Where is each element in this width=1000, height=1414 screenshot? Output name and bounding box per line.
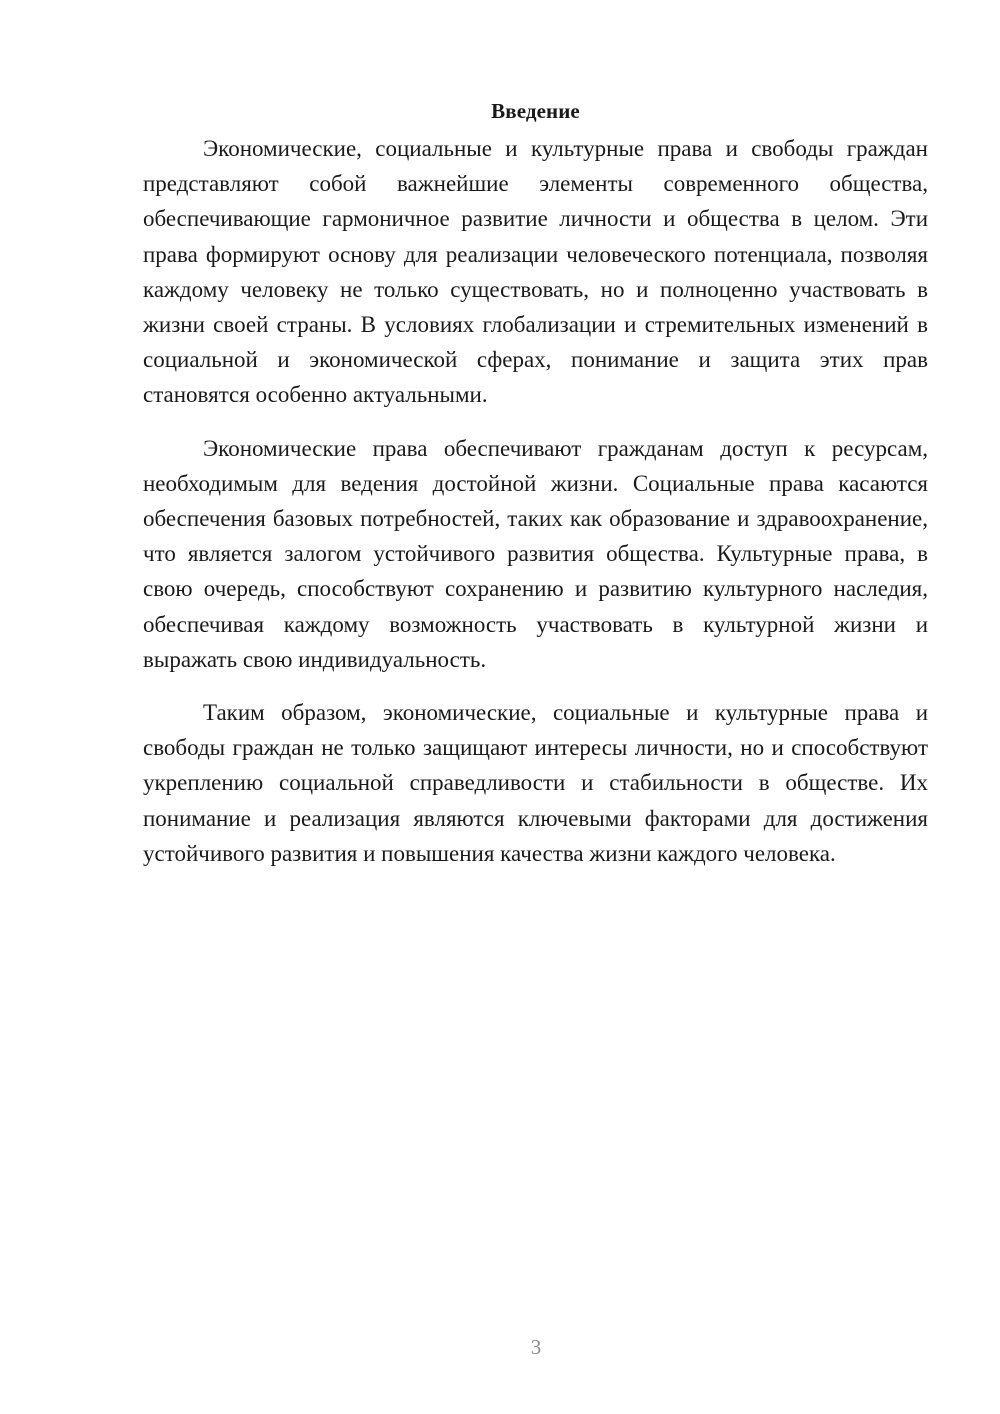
paragraph-conclusion: Таким образом, экономические, социальные и культурные права и свободы граждан не только защищают интересы личности, но и способствуют укреплению социальной справедливости и стабильности в обществе. Их понимание и реализация являются ключевыми факторами для достижения устойчивого развития и повышения качества жизни каждого человека. bbox=[143, 700, 928, 866]
paragraph-intro: Экономические, социальные и культурные права и свободы граждан представляют собой важнейшие элементы современного общества, обеспечивающие гармоничное развитие личности и общества в целом. Эти права формируют основу для реализации человеческого потенциала, позволяя каждому человеку не только существовать, но и полноценно участвовать в жизни своей страны. В условиях глобализации и стремительных изменений в социальной и экономической сферах, понимание и защита этих прав становятся особенно актуальными. bbox=[143, 136, 928, 408]
paragraph-rights-overview: Экономические права обеспечивают гражданам доступ к ресурсам, необходимым для ведения достойной жизни. Социальные права касаются обеспечения базовых потребностей, таких как образование и здравоохранение, что является залогом устойчивого развития общества. Культурные права, в свою очередь, способствуют сохранению и развитию культурного наследия, обеспечивая каждому возможность участвовать в культурной жизни и выражать свою индивидуальность. bbox=[143, 435, 928, 672]
page-content bbox=[143, 95, 928, 889]
page-number: 3 bbox=[530, 1335, 542, 1359]
section-heading: Введение bbox=[491, 99, 580, 123]
